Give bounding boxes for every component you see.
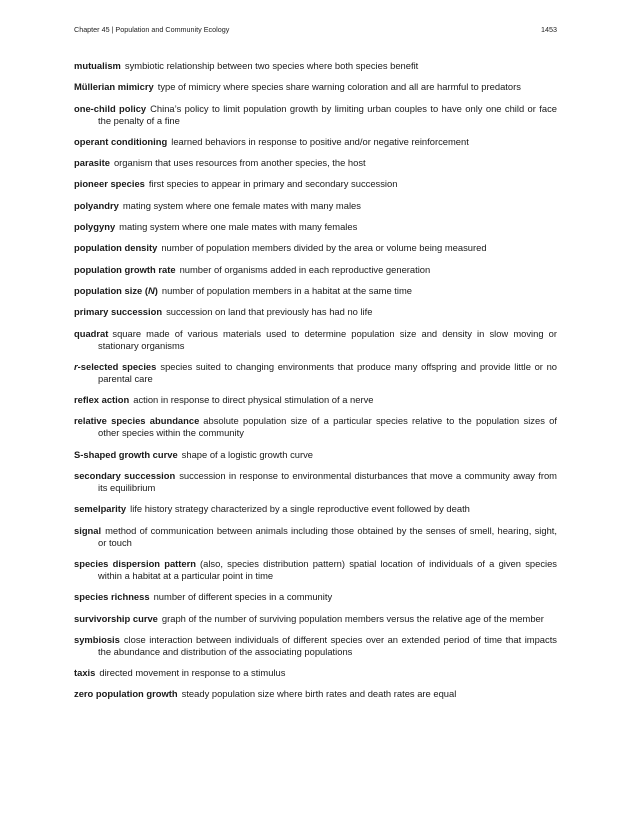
glossary-term: symbiosis (74, 633, 120, 645)
glossary-term: species richness (74, 591, 150, 603)
glossary-term: relative species abundance (74, 415, 200, 427)
glossary-entry (74, 136, 557, 148)
glossary-term: polygyny (74, 221, 116, 233)
glossary-term: signal (74, 524, 102, 536)
glossary-entry (74, 394, 557, 406)
glossary-term: pioneer species (74, 178, 145, 190)
glossary-definition: directed movement in response to a stimulus (99, 667, 286, 679)
glossary-term: species dispersion pattern (74, 557, 197, 569)
glossary-entry (74, 449, 557, 461)
glossary-definition: succession on land that previously has had no life (166, 306, 373, 318)
glossary-term: zero population growth (74, 688, 178, 700)
glossary-definition: species suited to changing environments that produce many offspring and provide little or no parental care (98, 360, 557, 384)
glossary-term-italic: r (74, 360, 78, 372)
glossary-definition: number of organisms added in each reproductive generation (179, 263, 431, 275)
glossary-definition: absolute population size of a particular species relative to the population sizes of other species within the community (98, 415, 557, 439)
glossary-definition: number of different species in a community (153, 591, 333, 603)
glossary-definition: method of communication between animals including those obtained by the senses of smell, hearing, sight, or touch (98, 524, 557, 548)
glossary-term: S-shaped growth curve (74, 448, 178, 460)
glossary-definition: China’s policy to limit population growth by limiting urban couples to have only one child or face the penalty of a fine (98, 102, 557, 126)
glossary-entry (74, 178, 557, 190)
glossary-entry (74, 558, 557, 582)
glossary-term: one-child policy (74, 102, 147, 114)
glossary-entry (74, 470, 557, 494)
glossary-entry (74, 242, 557, 254)
glossary-term: taxis (74, 667, 96, 679)
glossary-list (74, 60, 557, 710)
glossary-term-part: ) (154, 284, 158, 296)
glossary-entry (74, 306, 557, 318)
glossary-entry (74, 688, 557, 700)
glossary-definition: symbiotic relationship between two species where both species benefit (124, 60, 419, 71)
glossary-term: quadrat (74, 327, 109, 339)
glossary-entry (74, 221, 557, 233)
glossary-entry (74, 60, 557, 72)
glossary-entry (74, 81, 557, 93)
chapter-title: Chapter 45 | Population and Community Ecology (74, 25, 230, 34)
glossary-term: operant conditioning (74, 135, 168, 147)
glossary-term (74, 285, 158, 296)
glossary-entry (74, 200, 557, 212)
glossary-entry (74, 157, 557, 169)
glossary-definition: number of population members in a habitat at the same time (161, 284, 413, 296)
glossary-definition: learned behaviors in response to positive and/or negative reinforcement (171, 135, 469, 147)
glossary-definition: shape of a logistic growth curve (181, 448, 313, 460)
glossary-term-part: population size ( (74, 284, 148, 296)
page-number: 1453 (541, 25, 557, 34)
glossary-definition: mating system where one male mates with many females (119, 221, 358, 233)
glossary-entry (74, 415, 557, 439)
glossary-entry (74, 503, 557, 515)
glossary-term: population density (74, 242, 158, 254)
glossary-term: polyandry (74, 199, 119, 211)
glossary-definition: graph of the number of surviving population members versus the relative age of the member (161, 612, 544, 624)
glossary-term: Müllerian mimicry (74, 81, 154, 93)
glossary-term: population growth rate (74, 263, 176, 275)
glossary-term (74, 361, 156, 372)
glossary-entry (74, 634, 557, 658)
glossary-definition: organism that uses resources from another species, the host (113, 157, 366, 169)
page-header (74, 25, 557, 37)
glossary-definition: square made of various materials used to determine population size and density in slow moving or stationary organisms (98, 327, 557, 351)
glossary-term: secondary succession (74, 470, 176, 482)
glossary-entry (74, 667, 557, 679)
glossary-entry (74, 103, 557, 127)
glossary-definition: number of population members divided by the area or volume being measured (161, 242, 487, 254)
glossary-definition: succession in response to environmental disturbances that move a community away from its equilibrium (98, 470, 557, 494)
glossary-term: reflex action (74, 394, 130, 406)
glossary-term-part: -selected species (77, 360, 157, 372)
glossary-definition: first species to appear in primary and secondary succession (148, 178, 398, 190)
glossary-entry (74, 328, 557, 352)
glossary-definition: close interaction between individuals of different species over an extended period of time that impacts the abundance and distribution of the associating populations (98, 633, 557, 657)
glossary-definition: steady population size where birth rates and death rates are equal (181, 688, 457, 700)
glossary-entry (74, 285, 557, 297)
glossary-definition: type of mimicry where species share warning coloration and all are harmful to predators (157, 81, 521, 93)
glossary-term: parasite (74, 157, 110, 169)
glossary-definition: action in response to direct physical stimulation of a nerve (133, 394, 374, 406)
glossary-term-italic: N (147, 284, 155, 296)
glossary-definition: mating system where one female mates with many males (122, 199, 361, 211)
glossary-term: survivorship curve (74, 612, 158, 624)
glossary-term: semelparity (74, 503, 127, 515)
glossary-entry (74, 613, 557, 625)
glossary-definition: (also, species distribution pattern) spatial location of individuals of a given species within a habitat at a particular point in time (98, 557, 557, 581)
glossary-entry (74, 361, 557, 385)
glossary-term: primary succession (74, 306, 163, 318)
glossary-entry (74, 525, 557, 549)
glossary-term: mutualism (74, 60, 121, 71)
glossary-entry (74, 591, 557, 603)
glossary-entry (74, 264, 557, 276)
glossary-definition: life history strategy characterized by a single reproductive event followed by death (130, 503, 470, 515)
